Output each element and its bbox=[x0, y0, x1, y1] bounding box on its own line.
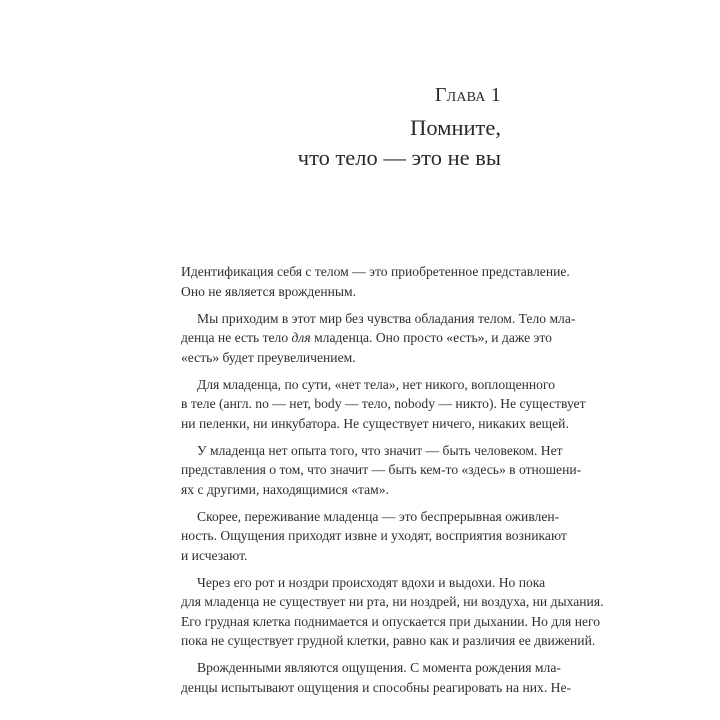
italic-word: для bbox=[291, 330, 311, 345]
paragraph bbox=[181, 309, 576, 368]
text-line: пока не существует грудной клетки, равно как и различия ее движений. bbox=[181, 633, 596, 648]
paragraph bbox=[181, 262, 570, 301]
chapter-title-line: что тело — это не вы bbox=[297, 145, 501, 170]
text-fragment: денца не есть тело bbox=[181, 330, 289, 345]
text-line: для младенца не существует ни рта, ни ноздрей, ни воздуха, ни дыхания. bbox=[181, 594, 604, 609]
chapter-title bbox=[298, 113, 501, 173]
text-line: денцы испытывают ощущения и способны реагировать на них. Не- bbox=[181, 679, 572, 695]
text-line: ях с другими, находящимися «там». bbox=[181, 481, 389, 497]
chapter-label: Глава 1 bbox=[434, 84, 501, 106]
body-text bbox=[181, 262, 604, 697]
text-line: ни пеленки, ни инкубатора. Не существует ничего, никаких вещей. bbox=[181, 415, 569, 431]
text-line: Через его рот и ноздри происходят вдохи и выдохи. Но пока bbox=[197, 574, 546, 590]
text-line: Идентификация себя с телом — это приобретенное представление. bbox=[181, 264, 570, 279]
chapter-title-line: Помните, bbox=[410, 115, 501, 140]
text-line: в теле (англ. no — нет, body — тело, nobody — никто). Не существует bbox=[181, 396, 586, 411]
text-line: Мы приходим в этот мир без чувства обладания телом. Тело мла- bbox=[197, 310, 576, 326]
paragraph bbox=[181, 441, 582, 500]
text-line: Оно не является врожденным. bbox=[181, 283, 357, 299]
text-line: ность. Ощущения приходят извне и уходят, восприятия возникают bbox=[181, 528, 567, 543]
text-line: и исчезают. bbox=[181, 547, 248, 563]
paragraph bbox=[181, 658, 572, 697]
text-fragment: младенца. Оно просто «есть», и даже это bbox=[314, 330, 552, 345]
paragraph bbox=[181, 573, 604, 651]
paragraph bbox=[181, 375, 586, 434]
text-line: «есть» будет преувеличением. bbox=[181, 349, 356, 365]
text-line: представления о том, что значит — быть кем-то «здесь» в отношени- bbox=[181, 462, 582, 477]
text-line: У младенца нет опыта того, что значит — быть человеком. Нет bbox=[197, 442, 563, 458]
paragraph bbox=[181, 507, 567, 566]
text-line bbox=[181, 328, 552, 348]
text-line: Скорее, переживание младенца — это беспрерывная оживлен- bbox=[197, 508, 560, 524]
text-line: Для младенца, по сути, «нет тела», нет никого, воплощенного bbox=[197, 376, 556, 392]
text-line: Его грудная клетка поднимается и опускается при дыхании. Но для него bbox=[181, 613, 601, 629]
text-line: Врожденными являются ощущения. С момента рождения мла- bbox=[197, 660, 561, 675]
